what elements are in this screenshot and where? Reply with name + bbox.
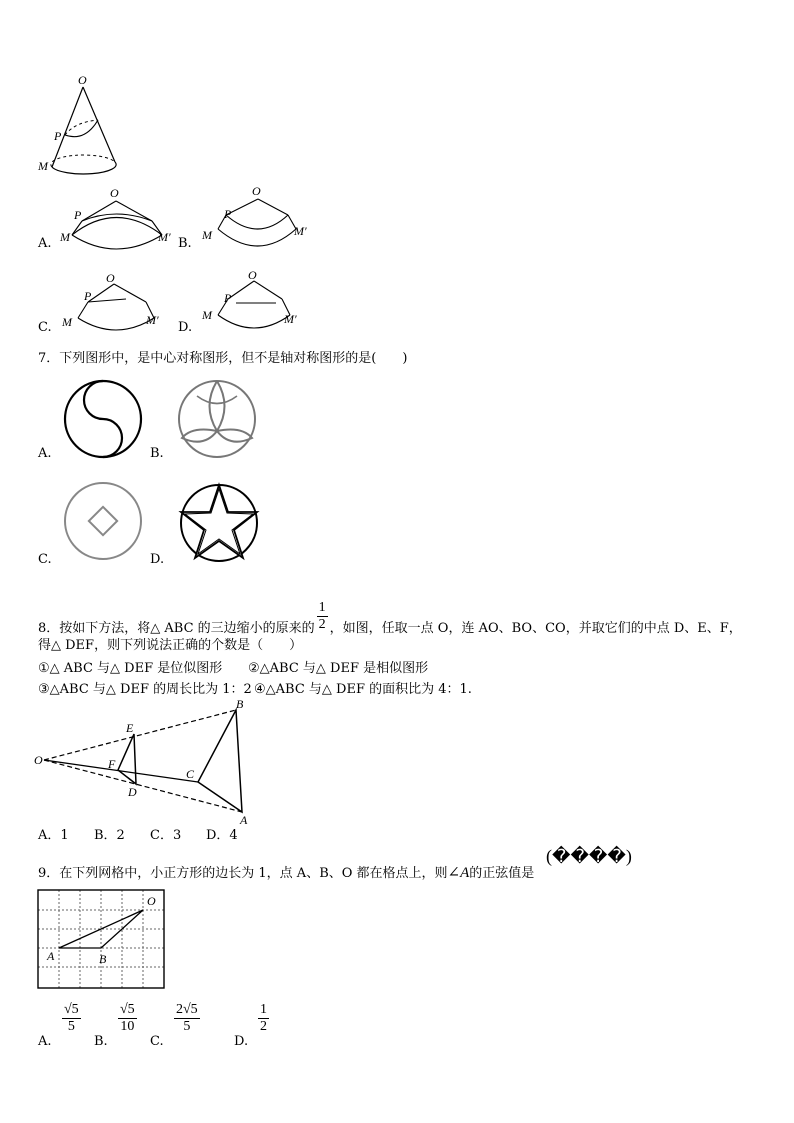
q8-label-b: B [236,698,244,711]
q6-c-m2-label: M′ [146,313,159,327]
q9-label-a: A [47,949,55,963]
q6-b-m-label: M [202,228,212,242]
star-in-circle-figure-icon[interactable] [176,480,262,566]
q6-option-a-figure[interactable] [58,185,178,250]
q9-option-d[interactable] [234,1002,294,1066]
q8-statement-3: ③△ABC 与△ DEF 的周长比为 1：2 [38,682,252,697]
q8-stem-after: ，如图，任取一点 O，连 AO、BO、CO，并取它们的中点 D、E、F， [329,621,742,636]
three-arc-circle-figure-icon[interactable] [172,376,262,462]
q8-stem-before: 8．按如下方法，将△ ABC 的三边缩小的原来的 [38,621,315,636]
q7-stem: 7．下列图形中，是中心对称图形，但不是轴对称图形的是( ) [38,351,408,366]
q8-label-e: E [126,721,134,735]
q6-cone-point-label: P [54,129,62,143]
q6-b-o-label: O [252,185,261,198]
q6-d-p-label: P [224,291,232,305]
q9-d-num: 1 [260,1002,267,1017]
q9-label-b: B [99,952,107,966]
q8-label-c: C [186,767,195,781]
q9-d-den: 2 [260,1019,267,1034]
q9-option-b-letter: B. [94,1034,108,1049]
q6-a-m-label: M [60,230,70,244]
q8-frac-num: 1 [318,600,326,615]
q6-c-p-label: P [84,289,92,303]
q9-label-o: O [147,894,156,908]
q6-a-o-label: O [110,186,119,200]
q9-b-num: √5 [120,1002,135,1017]
q7-option-b-letter[interactable]: B. [150,446,164,461]
q9-option-a-frac [62,1002,81,1035]
q8-option-c[interactable]: C．3 [150,828,182,843]
q8-homothety-figure [30,698,260,826]
coin-square-figure-icon[interactable] [60,478,146,564]
q9-option-b[interactable] [94,1002,154,1066]
q7-option-c-letter[interactable]: C. [38,552,52,567]
q8-statement-1: ①△ ABC 与△ DEF 是位似图形 [38,661,223,676]
q6-a-m2-label: M′ [158,230,171,244]
q9-c-den: 5 [183,1019,191,1034]
q9-option-a[interactable] [38,1002,98,1066]
q6-b-p-label: P [224,207,232,221]
q8-option-d[interactable]: D．4 [206,828,238,843]
q9-option-d-frac [258,1002,269,1035]
q6-option-d-letter[interactable]: D. [178,320,193,335]
q8-frac-den: 2 [318,617,326,632]
q9-option-c[interactable] [150,1002,220,1066]
q9-answer-paren: (����) [546,846,632,866]
q7-option-a-letter[interactable]: A. [38,446,52,461]
q9-b-den: 10 [120,1019,135,1034]
q9-stem-after: 的正弦值是 [469,866,535,881]
q8-fraction [317,600,328,633]
q9-option-c-letter: C. [150,1034,164,1049]
q8-label-d: D [128,785,137,799]
q9-grid-figure [36,888,168,992]
q6-option-b-letter[interactable]: B. [178,236,192,251]
q9-c-num: 2√5 [176,1002,198,1017]
q6-d-o-label: O [248,268,257,282]
q6-c-m-label: M [62,315,72,329]
q9-option-b-frac [118,1002,137,1035]
q9-a-den: 5 [67,1019,75,1034]
q9-angle-var: A [460,865,470,881]
q6-option-a-letter[interactable]: A. [38,236,52,251]
angle-symbol-icon: ∠ [447,863,461,881]
q9-a-num: √5 [64,1002,79,1017]
q6-option-c-figure[interactable] [58,270,178,335]
q8-label-o: O [34,753,43,767]
q6-a-p-label: P [74,208,82,222]
q8-label-f: F [108,757,116,771]
q6-d-m2-label: M′ [284,312,297,326]
q6-c-o-label: O [106,271,115,285]
q9-option-c-frac [174,1002,200,1035]
q9-stem-before: 9．在下列网格中，小正方形的边长为 1，点 A、B、O 都在格点上，则 [38,866,448,881]
q7-option-d-letter[interactable]: D. [150,552,165,567]
q8-label-a: A [240,813,248,826]
q6-option-d-figure[interactable] [196,265,316,335]
q8-stem-line2: 得△ DEF，则下列说法正确的个数是（ ） [38,638,303,653]
q6-option-b-figure[interactable] [196,185,316,250]
q9-option-d-letter: D. [234,1034,249,1049]
q8-option-b[interactable]: B．2 [94,828,125,843]
q8-option-a[interactable]: A．1 [38,828,69,843]
q6-option-c-letter[interactable]: C. [38,320,52,335]
q6-b-m2-label: M′ [294,224,307,238]
q6-cone-figure [30,72,130,182]
q9-stem [38,864,534,882]
q9-option-a-letter: A. [38,1034,52,1049]
q8-statement-2: ②△ABC 与△ DEF 是相似图形 [248,661,429,676]
q8-statement-4: ④△ABC 与△ DEF 的面积比为 4：1. [254,682,472,697]
q6-d-m-label: M [202,308,212,322]
yin-yang-figure-icon[interactable] [60,376,146,462]
q6-cone-apex-label: O [78,73,87,87]
q6-cone-base-label: M [38,159,48,173]
